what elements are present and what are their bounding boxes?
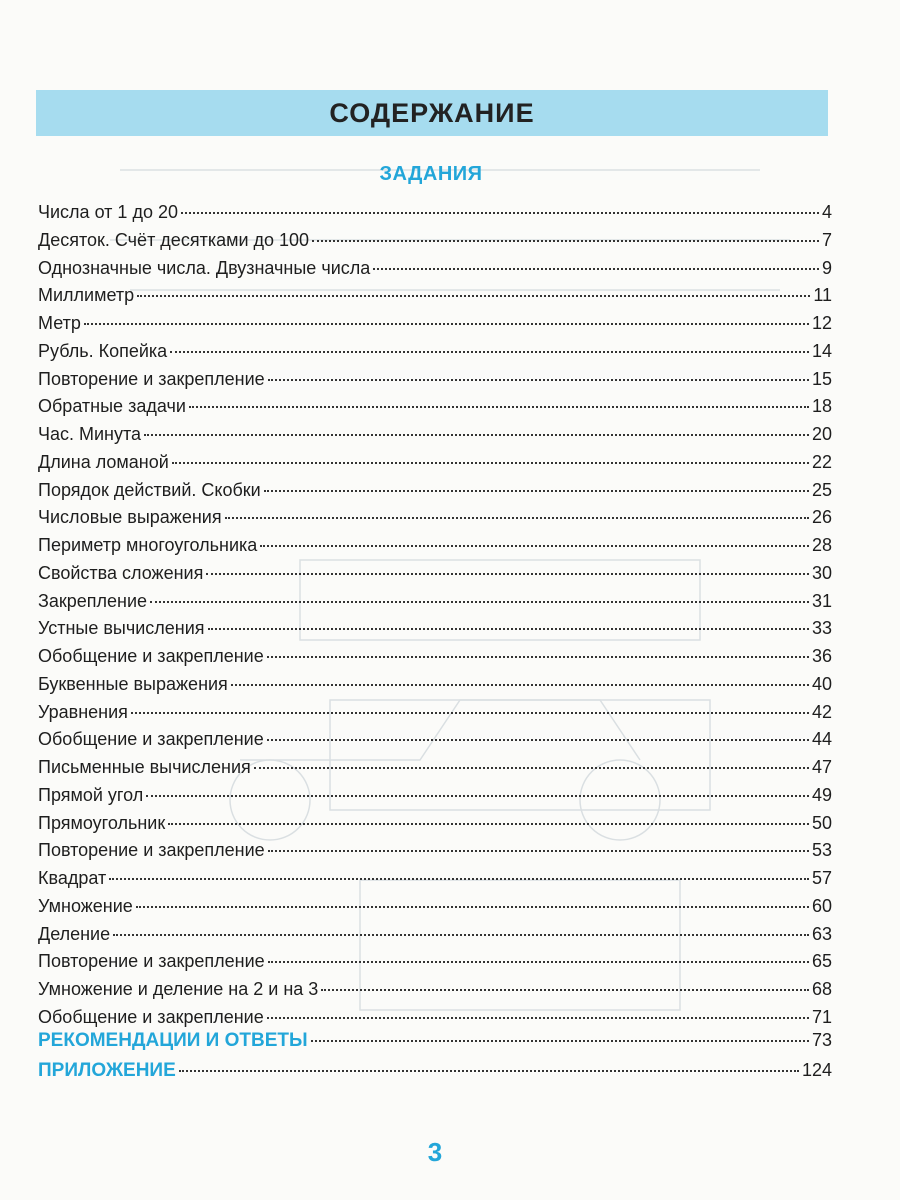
toc-entry (38, 202, 832, 230)
toc-entry-title: Час. Минута (38, 424, 142, 444)
dot-leader (170, 351, 809, 353)
toc-entry-page: 42 (811, 701, 832, 722)
toc-entry-page: 57 (811, 868, 832, 888)
toc-entry (38, 285, 832, 313)
toc-entry-page: 71 (811, 1006, 832, 1027)
toc-entry (38, 424, 832, 452)
toc-entry-title: РЕКОМЕНДАЦИИ И ОТВЕТЫ (38, 1030, 308, 1051)
toc-entry-title: Повторение и закрепление (38, 840, 265, 861)
toc-entry-title: Прямой угол (38, 784, 144, 805)
toc-entry-page: 28 (811, 535, 832, 555)
toc-entry-title: Числа от 1 до 20 (38, 202, 178, 222)
toc-entry-title: Закрепление (38, 590, 148, 611)
dot-leader (181, 212, 819, 214)
header-band (36, 90, 828, 136)
dot-leader (146, 795, 809, 797)
toc-entry-page: 124 (801, 1060, 832, 1080)
toc-entry-page: 26 (811, 507, 832, 528)
toc-entry (38, 729, 832, 757)
toc-entry-page: 65 (811, 951, 832, 972)
toc-entry (38, 480, 832, 508)
toc-entry-page: 68 (811, 979, 832, 999)
dot-leader (267, 1017, 809, 1019)
toc-entry (38, 813, 832, 841)
toc-entry-page: 47 (811, 757, 832, 777)
dot-leader (84, 323, 809, 325)
dot-leader (373, 268, 819, 270)
toc-entry-page: 36 (811, 646, 832, 666)
toc-entry-page: 31 (811, 590, 832, 611)
toc-entry-page: 12 (811, 313, 832, 333)
toc-entry (38, 924, 832, 952)
toc-entry-page: 20 (811, 424, 832, 444)
toc-entry-title: ПРИЛОЖЕНИЕ (38, 1060, 176, 1081)
toc-entry-page: 14 (811, 340, 832, 361)
toc-entry (38, 230, 832, 258)
dot-leader (168, 823, 809, 825)
toc-entry (38, 313, 832, 341)
toc-entry-title: Повторение и закрепление (38, 368, 265, 389)
toc-entry-title: Порядок действий. Скобки (38, 479, 261, 500)
toc-entry-title: Длина ломаной (38, 451, 169, 472)
toc-entry-title: Обобщение и закрепление (38, 1006, 264, 1027)
dot-leader (206, 573, 809, 575)
dot-leader (268, 961, 809, 963)
toc-entry-page: 53 (811, 840, 832, 861)
toc-entry (38, 396, 832, 424)
toc-entry (38, 674, 832, 702)
dot-leader (131, 712, 809, 714)
dot-leader (321, 989, 809, 991)
toc-entry (38, 507, 832, 535)
dot-leader (260, 545, 809, 547)
toc-entry-page: 22 (811, 451, 832, 472)
toc-entry-title: Обобщение и закрепление (38, 729, 264, 750)
toc-entry (38, 951, 832, 979)
toc-entry-page: 49 (811, 784, 832, 805)
toc-entry-title: Обобщение и закрепление (38, 646, 264, 666)
table-of-contents (38, 202, 832, 1035)
dot-leader (189, 406, 809, 408)
toc-entry (38, 868, 832, 896)
toc-entry-title: Свойства сложения (38, 562, 204, 583)
section-heading-tasks: ЗАДАНИЯ (379, 163, 483, 185)
toc-entry-title: Рубль. Копейка (38, 340, 168, 361)
toc-entry-page: 7 (821, 229, 832, 250)
dot-leader (109, 878, 809, 880)
dot-leader (150, 601, 809, 603)
toc-entry-title: Метр (38, 313, 81, 333)
toc-entry-title: Умножение (38, 895, 133, 916)
toc-entry-page: 63 (811, 923, 832, 944)
dot-leader (144, 434, 809, 436)
toc-entry-title: Квадрат (38, 868, 107, 888)
toc-section-row (38, 1030, 832, 1060)
toc-entry (38, 618, 832, 646)
dot-leader (208, 628, 809, 630)
toc-entry-page: 11 (813, 285, 832, 306)
page-title: СОДЕРЖАНИЕ (329, 97, 535, 128)
toc-entry-title: Однозначные числа. Двузначные числа (38, 257, 371, 278)
toc-entry (38, 452, 832, 480)
toc-entry (38, 258, 832, 286)
toc-section-row (38, 1060, 832, 1090)
dot-leader (267, 739, 809, 741)
toc-entry (38, 757, 832, 785)
dot-leader (113, 934, 809, 936)
toc-entry-title: Устные вычисления (38, 618, 205, 639)
toc-entry (38, 535, 832, 563)
toc-entry-title: Обратные задачи (38, 396, 186, 417)
toc-entry-title: Прямоугольник (38, 812, 166, 833)
dot-leader (136, 906, 809, 908)
dot-leader (172, 462, 809, 464)
toc-entry (38, 896, 832, 924)
toc-entry-page: 30 (811, 562, 832, 583)
toc-entry-page: 33 (811, 618, 832, 639)
toc-entry-page: 50 (811, 812, 832, 833)
toc-entry-title: Буквенные выражения (38, 673, 228, 694)
toc-entry-page: 60 (811, 895, 832, 916)
toc-entry (38, 646, 832, 674)
toc-entry-page: 40 (811, 673, 832, 694)
dot-leader (225, 517, 809, 519)
toc-entry-title: Повторение и закрепление (38, 951, 265, 972)
toc-entry-title: Уравнения (38, 701, 128, 722)
dot-leader (311, 1040, 809, 1042)
dot-leader (179, 1070, 799, 1072)
dot-leader (267, 656, 809, 658)
toc-entry (38, 563, 832, 591)
toc-entry-page: 15 (811, 368, 832, 389)
toc-entry-title: Деление (38, 923, 111, 944)
dot-leader (231, 684, 809, 686)
toc-entry-page: 44 (811, 729, 832, 750)
toc-entry-title: Письменные вычисления (38, 757, 251, 777)
toc-entry-title: Числовые выражения (38, 507, 222, 528)
appendix-sections (38, 1030, 832, 1090)
dot-leader (264, 490, 809, 492)
toc-entry-title: Миллиметр (38, 285, 135, 306)
toc-entry-title: Умножение и деление на 2 и на 3 (38, 979, 319, 999)
toc-entry (38, 341, 832, 369)
toc-entry-page: 4 (821, 202, 832, 222)
dot-leader (254, 767, 809, 769)
toc-entry-page: 73 (811, 1030, 832, 1050)
dot-leader (268, 379, 809, 381)
toc-entry (38, 369, 832, 397)
toc-entry (38, 702, 832, 730)
toc-entry (38, 591, 832, 619)
toc-entry-page: 9 (821, 257, 832, 278)
toc-entry (38, 785, 832, 813)
toc-entry-page: 18 (811, 396, 832, 417)
toc-entry-title: Периметр многоугольника (38, 535, 258, 555)
dot-leader (268, 850, 809, 852)
toc-entry-page: 25 (811, 479, 832, 500)
dot-leader (312, 240, 819, 242)
toc-entry-title: Десяток. Счёт десятками до 100 (38, 229, 310, 250)
dot-leader (137, 295, 810, 297)
toc-entry (38, 979, 832, 1007)
toc-entry (38, 840, 832, 868)
page-number: 3 (427, 1137, 443, 1167)
